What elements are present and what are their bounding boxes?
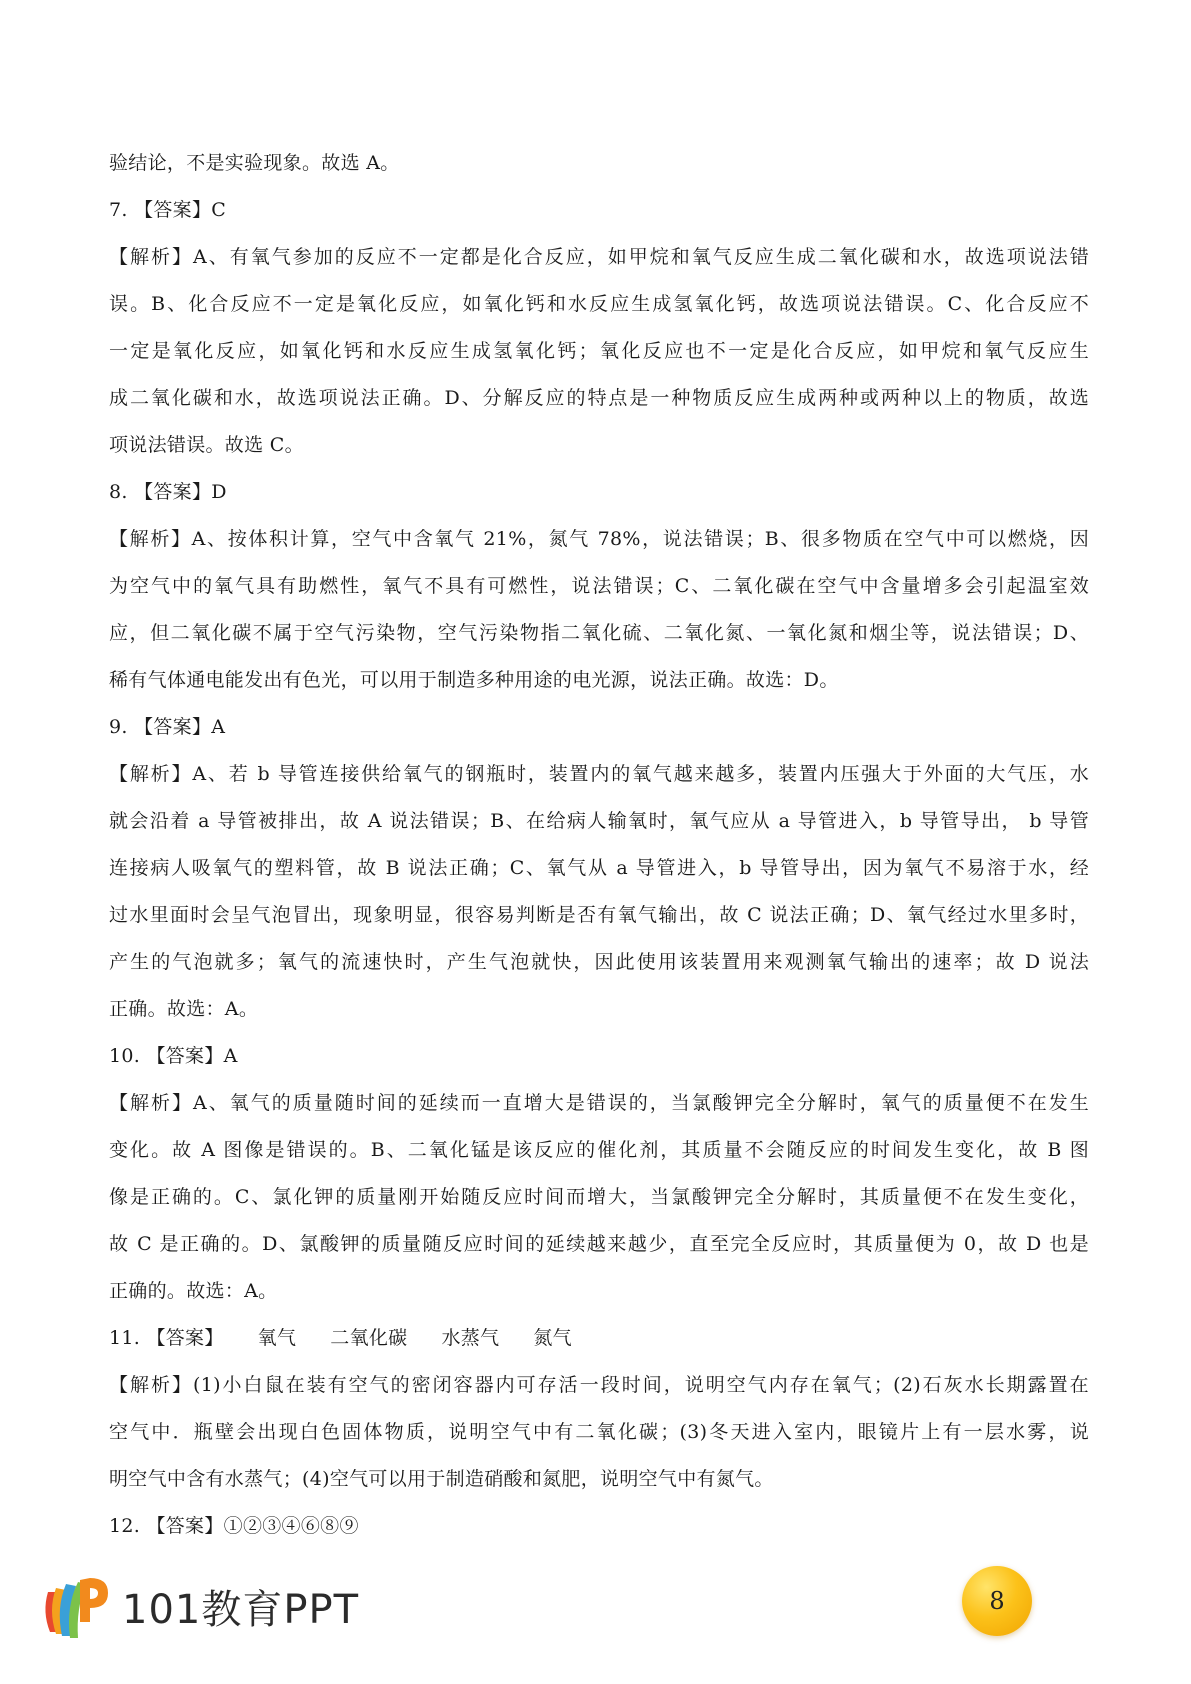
text-line: 7. 【答案】C — [109, 199, 227, 221]
text-line: 像是正确的。C、氯化钾的质量刚开始随反应时间而增大，当氯酸钾完全分解时，其质量便不在发生变化， — [109, 1186, 1089, 1208]
text-line: 明空气中含有水蒸气；(4)空气可以用于制造硝酸和氮肥，说明空气中有氮气。 — [109, 1468, 774, 1490]
text-line: 【解析】(1)小白鼠在装有空气的密闭容器内可存活一段时间，说明空气内存在氧气；(2)石灰水长期露置在 — [109, 1374, 1089, 1396]
text-line: 正确。故选：A。 — [109, 998, 259, 1020]
text-line: 12. 【答案】①②③④⑥⑧⑨ — [109, 1515, 359, 1537]
page-number: 8 — [989, 1587, 1005, 1615]
text-line: 成二氧化碳和水，故选项说法正确。D、分解反应的特点是一种物质反应生成两种或两种以上的物质，故选 — [109, 387, 1089, 409]
page-footer — [0, 1560, 1191, 1670]
text-line: 产生的气泡就多；氧气的流速快时，产生气泡就快，因此使用该装置用来观测氧气输出的速率；故 D 说法 — [109, 951, 1089, 973]
text-line: 稀有气体通电能发出有色光，可以用于制造多种用途的电光源，说法正确。故选：D。 — [109, 669, 839, 691]
text-line: 空气中．瓶壁会出现白色固体物质，说明空气中有二氧化碳；(3)冬天进入室内，眼镜片上有一层水雾，说 — [109, 1421, 1089, 1443]
text-line: 8. 【答案】D — [109, 481, 227, 503]
text-line: 10. 【答案】A — [109, 1045, 238, 1067]
text-line: 应，但二氧化碳不属于空气污染物，空气污染物指二氧化硫、二氧化氮、一氧化氮和烟尘等，说法错误；D、 — [109, 622, 1089, 644]
answer-text-block-2 — [109, 1362, 1089, 1550]
text-line: 为空气中的氧气具有助燃性，氧气不具有可燃性，说法错误；C、二氧化碳在空气中含量增多会引起温室效 — [109, 575, 1089, 597]
q11-answer-line — [109, 1315, 1089, 1362]
q11-label: 11. 【答案】 — [109, 1327, 224, 1349]
text-line: 9. 【答案】A — [109, 716, 226, 738]
brand-name: 101教育PPT — [122, 1587, 360, 1633]
answer-text-block — [109, 140, 1089, 1315]
q11-answer-3: 水蒸气 — [441, 1327, 500, 1349]
text-line: 【解析】A、按体积计算，空气中含氧气 21%，氮气 78%，说法错误；B、很多物质在空气中可以燃烧，因 — [109, 528, 1089, 550]
text-line: 验结论，不是实验现象。故选 A。 — [109, 152, 400, 174]
101-logo-icon — [36, 1562, 116, 1642]
page-number-badge — [962, 1566, 1032, 1636]
q11-answer-4: 氮气 — [533, 1327, 572, 1349]
text-line: 就会沿着 a 导管被排出，故 A 说法错误；B、在给病人输氧时，氧气应从 a 导管进入，b 导管导出， b 导管 — [109, 810, 1089, 832]
text-line: 连接病人吸氧气的塑料管，故 B 说法正确；C、氧气从 a 导管进入，b 导管导出，因为氧气不易溶于水，经 — [109, 857, 1089, 879]
text-line: 【解析】A、氧气的质量随时间的延续而一直增大是错误的，当氯酸钾完全分解时，氧气的质量便不在发生 — [109, 1092, 1089, 1114]
text-line: 一定是氧化反应，如氧化钙和水反应生成氢氧化钙；氧化反应也不一定是化合反应，如甲烷和氧气反应生 — [109, 340, 1089, 362]
text-line: 变化。故 A 图像是错误的。B、二氧化锰是该反应的催化剂，其质量不会随反应的时间发生变化，故 B 图 — [109, 1139, 1089, 1161]
q11-answer-1: 氧气 — [257, 1327, 297, 1349]
text-line: 【解析】A、若 b 导管连接供给氧气的钢瓶时，装置内的氧气越来越多，装置内压强大于外面的大气压，水 — [109, 763, 1089, 785]
text-line: 过水里面时会呈气泡冒出，现象明显，很容易判断是否有氧气输出，故 C 说法正确；D、氧气经过水里多时， — [109, 904, 1089, 926]
document-body — [109, 140, 1089, 1550]
text-line: 正确的。故选：A。 — [109, 1280, 278, 1302]
text-line: 项说法错误。故选 C。 — [109, 434, 304, 456]
q11-answer-2: 二氧化碳 — [330, 1327, 408, 1349]
text-line: 【解析】A、有氧气参加的反应不一定都是化合反应，如甲烷和氧气反应生成二氧化碳和水，故选项说法错 — [109, 246, 1089, 268]
text-line: 故 C 是正确的。D、氯酸钾的质量随反应时间的延续越来越少，直至完全反应时，其质量便为 0，故 D 也是 — [109, 1233, 1089, 1255]
text-line: 误。B、化合反应不一定是氧化反应，如氧化钙和水反应生成氢氧化钙，故选项说法错误。C、化合反应不 — [109, 293, 1089, 315]
